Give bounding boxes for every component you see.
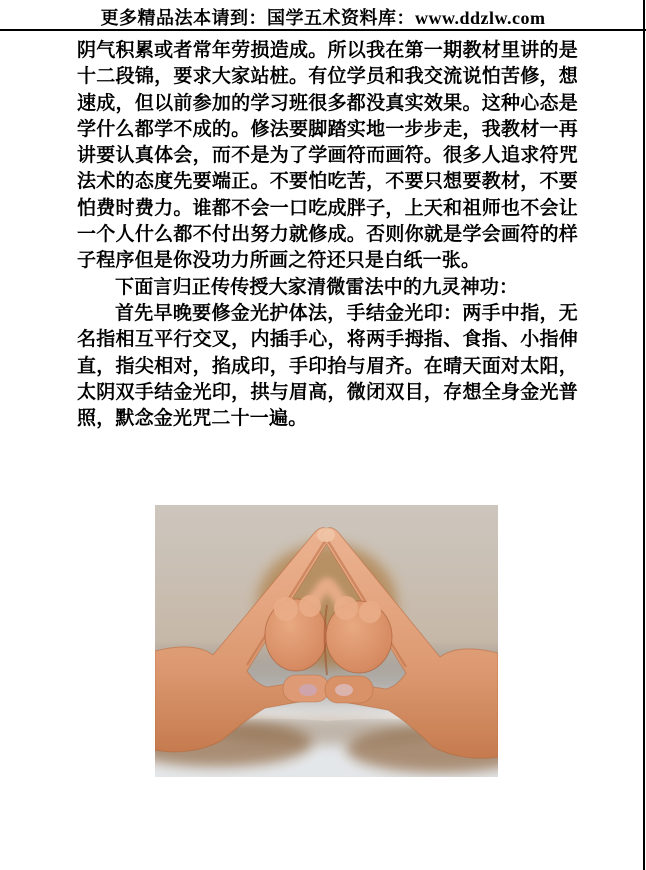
body-line: 直，指尖相对，掐成印，手印抬与眉齐。在晴天面对太阳， xyxy=(77,355,578,377)
body-line: 照，默念金光咒二十一遍。 xyxy=(77,408,308,430)
body-line: 子程序但是你没功力所画之符还只是白纸一张。 xyxy=(77,250,481,272)
body-line: 首先早晚要修金光护体法，手结金光印：两手中指，无 xyxy=(115,302,578,324)
body-line: 速成，但以前参加的学习班很多都没真实效果。这种心态是 xyxy=(77,92,578,114)
body-line: 怕费时费力。谁都不会一口吃成胖子，上天和祖师也不会让 xyxy=(77,197,578,219)
body-line: 下面言归正传传授大家清微雷法中的九灵神功： xyxy=(115,276,519,298)
header-label: 更多精品法本请到：国学五术资料库： xyxy=(100,8,415,28)
body-line: 法术的态度先要端正。不要怕吃苦，不要只想要教材，不要 xyxy=(77,171,578,193)
body-line: 十二段锦，要求大家站桩。有位学员和我交流说怕苦修，想 xyxy=(77,66,578,88)
body-line: 名指相互平行交叉，内插手心，将两手拇指、食指、小指伸 xyxy=(77,329,578,351)
body-line: 讲要认真体会，而不是为了学画符而画符。很多人追求符咒 xyxy=(77,145,578,167)
header-url: www.ddzlw.com xyxy=(414,8,546,28)
mudra-photo-illustration xyxy=(155,505,498,777)
body-line: 太阴双手结金光印，拱与眉高，微闭双目，存想全身金光普 xyxy=(77,381,578,403)
page-right-border xyxy=(643,0,645,870)
body-line: 学什么都学不成的。修法要脚踏实地一步步走，我教材一再 xyxy=(77,118,578,140)
left-thumb-nail xyxy=(299,684,317,696)
page-header xyxy=(0,4,646,30)
mudra-photo xyxy=(155,505,498,777)
body-line: 阴气积累或者常年劳损造成。所以我在第一期教材里讲的是 xyxy=(77,40,578,61)
right-thumb-nail xyxy=(335,684,353,696)
body-text xyxy=(77,38,578,432)
body-line: 一个人什么都不付出努力就修成。否则你就是学会画符的样 xyxy=(77,224,578,246)
header-separator xyxy=(0,29,646,31)
